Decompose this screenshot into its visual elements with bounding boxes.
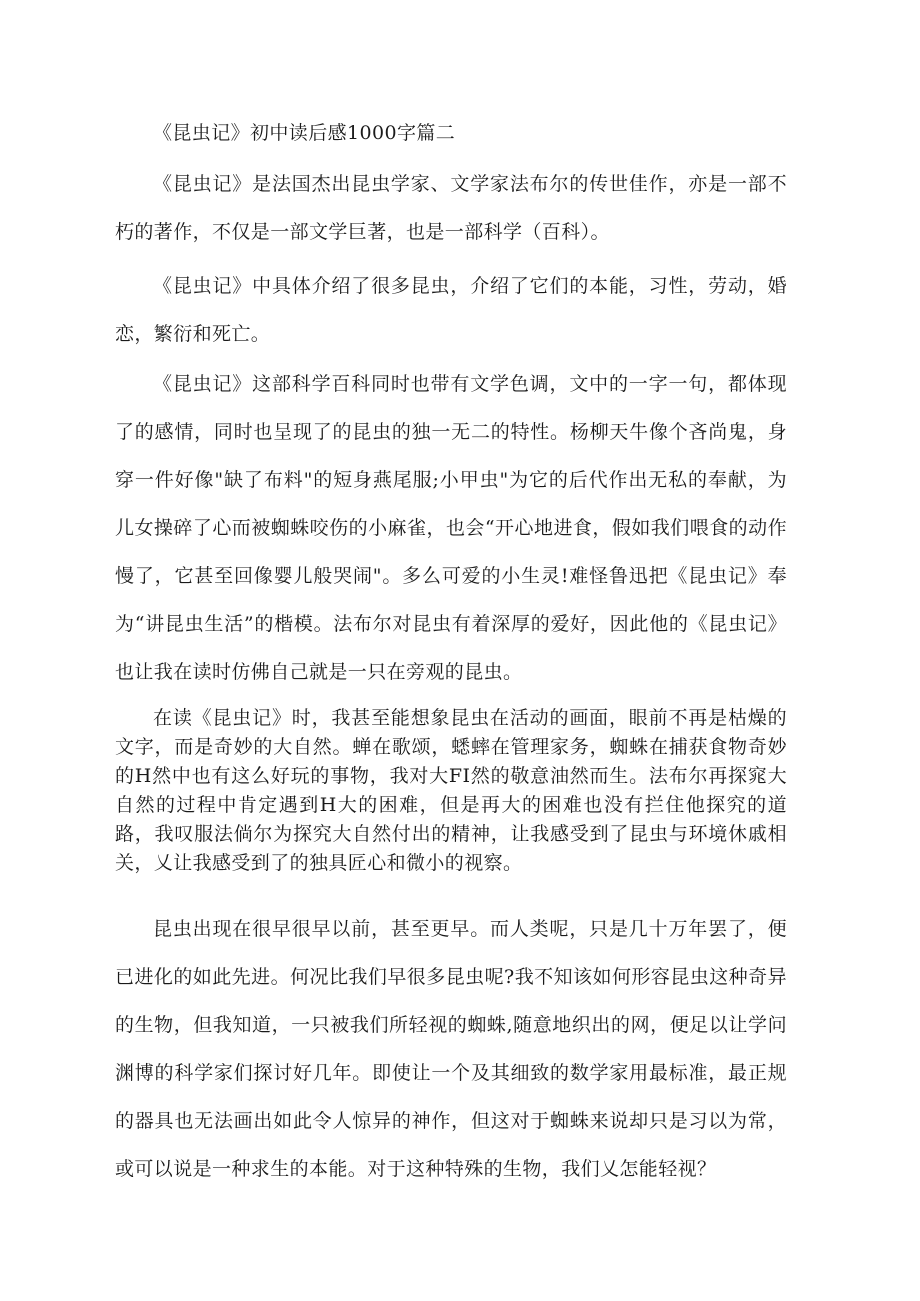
paragraph-5: 昆虫出现在很早很早以前，甚至更早。而人类呢，只是几十万年罢了，便已进化的如此先进。何况比我们早很多昆虫呢?我不知该如何形容昆虫这种奇异的生物，但我知道，一只被我们所轻视的蜘蛛,随意地织出的网，便足以让学问渊博的科学家们探讨好几年。即使让一个及其细致的数学家用最标准，最正规的器具也无法画出如此令人惊异的神作，但这对于蜘蛛来说却只是习以为常，或可以说是一种求生的本能。对于这种特殊的生物，我们乂怎能轻视？ bbox=[115, 918, 787, 1180]
paragraph-3: 《昆虫记》这部科学百科同时也带有文学色调，文中的一字一句，都体现了的感情，同时也呈现了的昆虫的独一无二的特性。杨柳天牛像个吝尚鬼，身穿一件好像"缺了布料"的短身燕尾服;小甲虫"为它的后代作出无私的奉献，为儿女操碎了心而被蜘蛛咬伤的小麻雀，也会“开心地进食，假如我们喂食的动作慢了，它甚至回像婴儿般哭闹"。多么可爱的小生灵!难怪鲁迅把《昆虫记》奉为“讲昆虫生活”的楷模。法布尔对昆虫有着深厚的爱好，因此他的《昆虫记》也让我在读时仿佛自己就是一只在旁观的昆虫。 bbox=[115, 373, 787, 683]
paragraph-2: 《昆虫记》中具体介绍了很多昆虫，介绍了它们的本能，习性，劳动，婚恋，繁衍和死亡。 bbox=[115, 275, 787, 345]
paragraph-1: 《昆虫记》是法国杰出昆虫学家、文学家法布尔的传世佳作，亦是一部不朽的著作，不仅是一部文学巨著，也是一部科学（百科）。 bbox=[115, 173, 787, 243]
document-title: 《昆虫记》初中读后感1000字篇二 bbox=[153, 122, 456, 144]
paragraph-4: 在读《昆虫记》时，我甚至能想象昆虫在活动的画面，眼前不再是枯燥的文字，而是奇妙的大自然。蝉在歌颂，蟋蟀在管理家务，蜘蛛在捕获食物奇妙的H然中也有这么好玩的事物，我对大FI然的敬意油然而生。法布尔再探窕大自然的过程中肯定遇到H大的困难，但是再大的困难也没有拦住他探究的道路，我叹服法倘尔为探究大自然付出的精神，让我感受到了昆虫与环境休戚相关，乂让我感受到了的独具匠心和微小的视察。 bbox=[115, 707, 787, 874]
